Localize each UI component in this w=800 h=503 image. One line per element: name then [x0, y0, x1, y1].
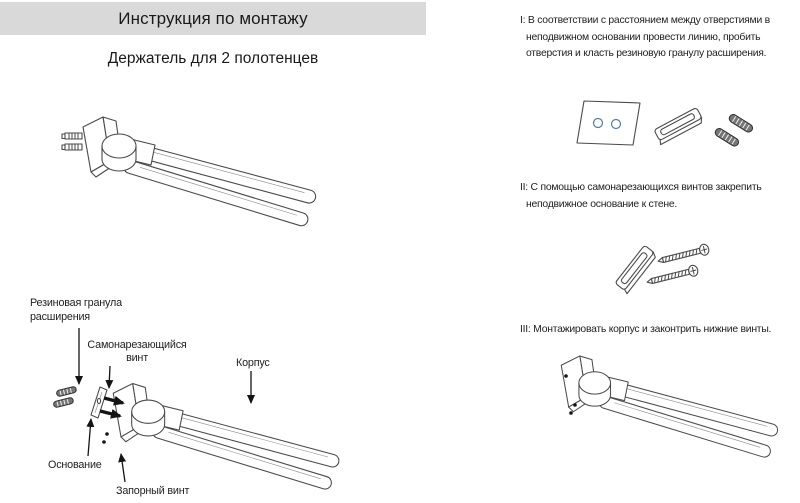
- mount-screw-dot: [569, 411, 573, 415]
- mount-screw-dot: [573, 403, 577, 407]
- expansion-dowel-icon: [53, 397, 74, 408]
- towel-holder-drawing: [55, 100, 355, 255]
- locking-screw-pointer-arrow: [121, 454, 125, 482]
- holder-body-icon: [561, 356, 779, 459]
- locking-screw-dot: [102, 440, 106, 444]
- label-self-tapping-screw: Самонарезающийся винт: [87, 339, 187, 364]
- step-1-illustration: [560, 88, 795, 183]
- base-pointer-arrow: [88, 419, 91, 456]
- marking-plate-icon: [577, 101, 640, 145]
- locking-screw-dot: [105, 432, 109, 436]
- self-tapping-screw-icon: [646, 264, 699, 287]
- header-band: [0, 2, 426, 35]
- page-title: Инструкция по монтажу: [118, 8, 308, 28]
- expansion-dowel-icon: [728, 113, 754, 134]
- self-tapping-screw-icon: [657, 243, 710, 266]
- expansion-dowel-icon: [56, 386, 77, 397]
- wall-screws-icon: [62, 133, 82, 150]
- screw-pointer-arrow: [109, 366, 110, 388]
- base-piece-icon: [614, 245, 657, 293]
- holder-body-icon: [83, 117, 317, 227]
- label-body: Корпус: [236, 357, 270, 369]
- step-2-text: II: С помощью самонарезающихся винтов закрепить неподвижное основание к стене.: [520, 182, 762, 210]
- mount-screw-dot: [564, 374, 568, 378]
- step-1-text: I: В соответствии с расстоянием между отверстиями в неподвижном основании провести линию, пробить отверстия и класть резиновую гранулу расширения.: [520, 15, 770, 59]
- product-subtitle: Держатель для 2 полотенцев: [107, 50, 319, 67]
- step-2-illustration: [600, 230, 778, 302]
- base-piece-icon: [653, 107, 704, 144]
- step-3-illustration: [552, 360, 800, 485]
- label-base: Основание: [48, 459, 102, 471]
- label-rubber-granule: Резиновая гранула расширения: [30, 297, 122, 323]
- step-3-text: III: Монтажировать корпус и законтрить нижние винты.: [520, 324, 772, 335]
- expansion-dowel-icon: [714, 127, 740, 148]
- holder-body-icon: [113, 384, 340, 491]
- label-locking-screw: Запорный винт: [116, 485, 190, 497]
